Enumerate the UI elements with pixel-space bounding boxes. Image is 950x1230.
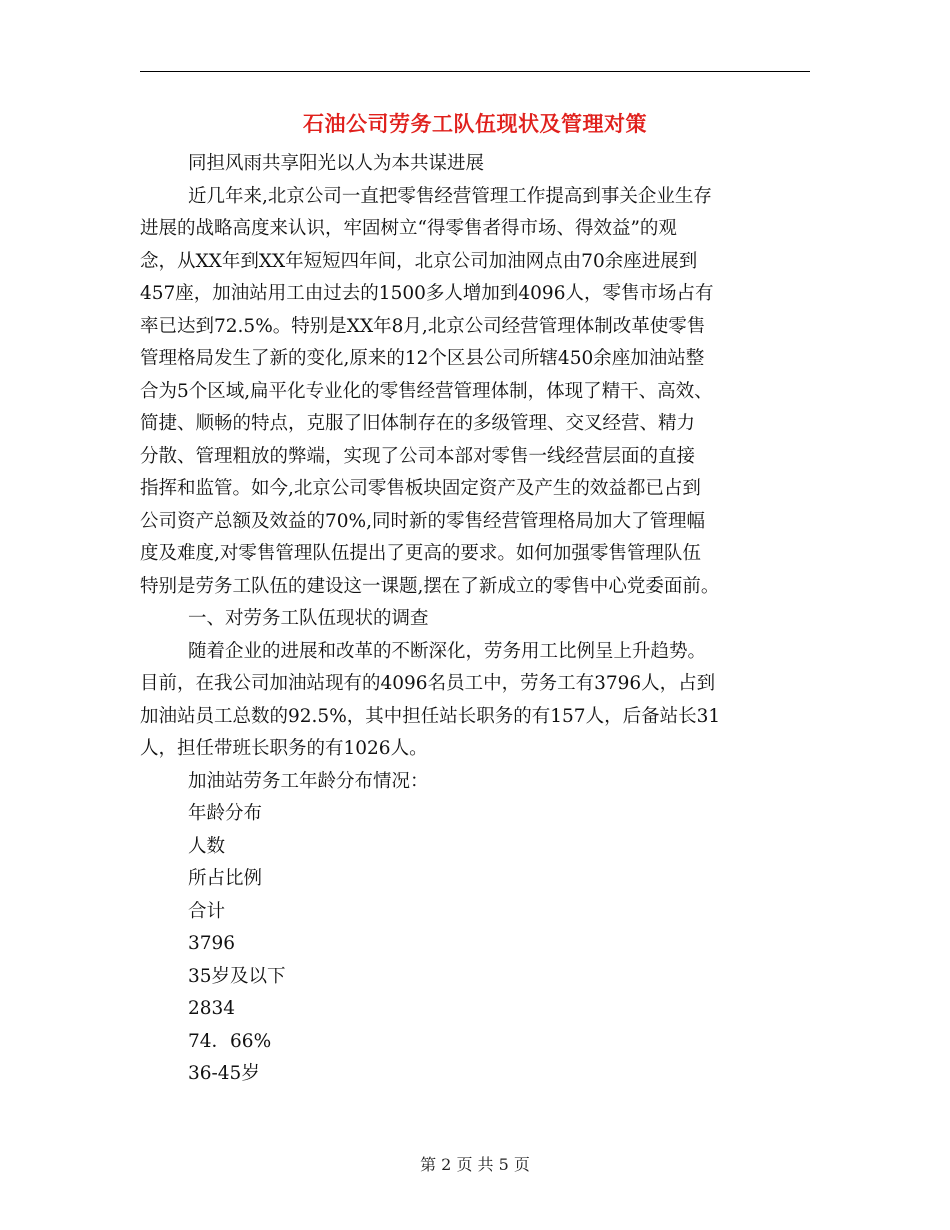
body-line: 公司资产总额及效益的70%,同时新的零售经营管理格局加大了管理幅 — [140, 510, 706, 532]
table-cell: 36-45岁 — [188, 1063, 260, 1084]
body-line: 管理格局发生了新的变化,原来的12个区县公司所辖450余座加油站整 — [140, 348, 705, 369]
body-line: 随着企业的进展和改革的不断深化，劳务用工比例呈上升趋势。 — [188, 640, 707, 662]
body-line: 率已达到72.5%。特别是XX年8月,北京公司经营管理体制改革使零售 — [140, 315, 706, 337]
section-heading: 一、对劳务工队伍现状的调查 — [188, 608, 429, 629]
body-line: 念，从XX年到XX年短短四年间，北京公司加油网点由70余座进展到 — [140, 250, 698, 272]
body-line: 目前，在我公司加油站现有的4096名员工中，劳务工有3796人，占到 — [140, 673, 716, 694]
body-line: 简捷、顺畅的特点，克服了旧体制存在的多级管理、交叉经营、精力 — [140, 413, 696, 434]
body-line: 进展的战略高度来认识，牢固树立“得零售者得市场、得效益”的观 — [140, 218, 677, 239]
table-cell: 35岁及以下 — [188, 965, 286, 987]
table-cell: 合计 — [188, 900, 226, 922]
body-line: 合为5个区域,扁平化专业化的零售经营管理体制，体现了精干、高效、 — [140, 380, 713, 402]
body-line: 特别是劳务工队伍的建设这一课题,摆在了新成立的零售中心党委面前。 — [140, 575, 720, 597]
table-cell: 所占比例 — [188, 868, 263, 889]
body-line: 指挥和监管。如今,北京公司零售板块固定资产及产生的效益都已占到 — [140, 478, 701, 499]
table-cell: 2834 — [188, 998, 236, 1019]
body-line: 加油站员工总数的92.5%，其中担任站长职务的有157人，后备站长31 — [140, 705, 721, 727]
body-line: 人，担任带班长职务的有1026人。 — [140, 738, 428, 759]
header-rule — [140, 71, 810, 72]
body-line: 近几年来,北京公司一直把零售经营管理工作提高到事关企业生存 — [188, 185, 712, 207]
table-cell: 74．66% — [188, 1030, 272, 1052]
table-cell: 年龄分布 — [188, 803, 263, 824]
table-caption: 加油站劳务工年龄分布情况： — [188, 770, 429, 792]
document-title: 石油公司劳务工队伍现状及管理对策 — [303, 111, 647, 136]
document-body — [140, 148, 812, 1091]
page-number: 第 2 页 共 5 页 — [420, 1155, 530, 1174]
body-line: 同担风雨共享阳光以人为本共谋进展 — [188, 153, 485, 174]
body-line: 度及难度,对零售管理队伍提出了更高的要求。如何加强零售管理队伍 — [140, 543, 701, 564]
table-cell: 3796 — [188, 933, 236, 954]
body-line: 457座，加油站用工由过去的1500多人增加到4096人，零售市场占有 — [140, 283, 714, 304]
table-cell: 人数 — [188, 835, 226, 857]
body-line: 分散、管理粗放的弊端，实现了公司本部对零售一线经营层面的直接 — [140, 445, 696, 467]
